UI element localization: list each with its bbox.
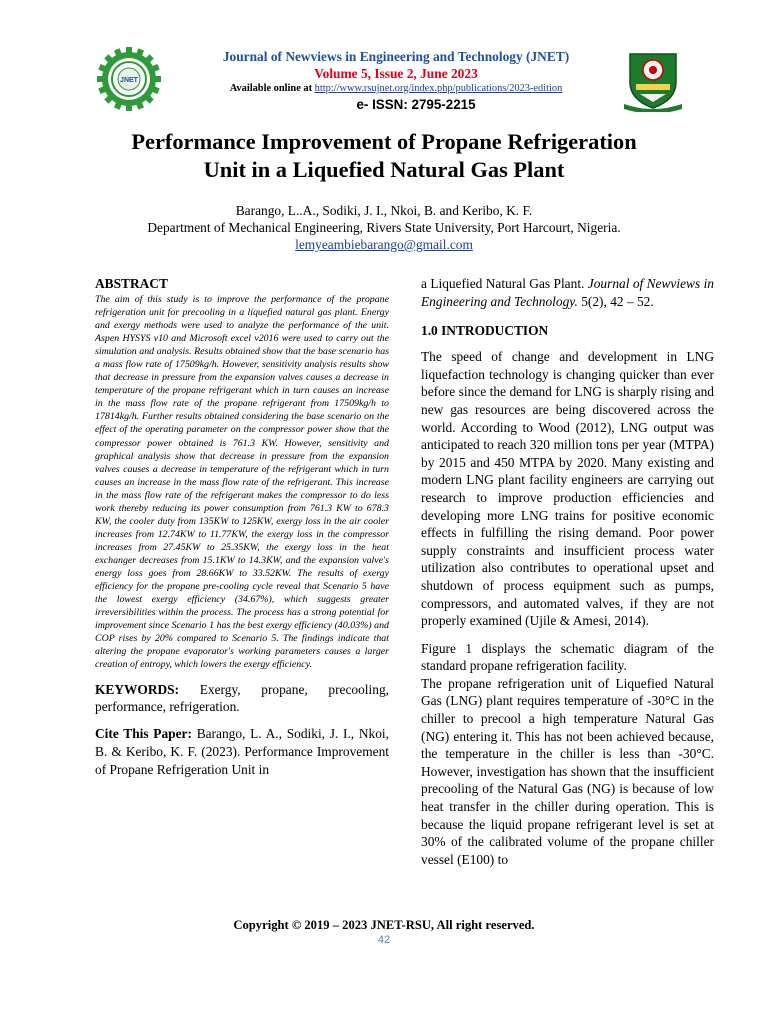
- keywords: KEYWORDS: Exergy, propane, precooling, performance, refrigeration.: [95, 682, 389, 715]
- cite-continuation: a Liquefied Natural Gas Plant. Journal of Newviews in Engineering and Technology. 5(2), 42 – 52.: [421, 276, 714, 309]
- jnet-gear-logo-icon: [96, 46, 162, 112]
- issn: e- ISSN: 2795-2215: [356, 97, 476, 112]
- paper-title: Performance Improvement of Propane Refrigeration Unit in a Liquefied Natural Gas Plant: [131, 129, 637, 182]
- email-link[interactable]: lemyeambiebarango@gmail.com: [295, 237, 473, 252]
- left-column: [95, 275, 389, 778]
- intro-paragraph-3: The propane refrigeration unit of Liquefied Natural Gas (LNG) plant requires temperature of -30°C in the chiller to precool a high temperature Natural Gas (NG) entering it. This has not been achieved because, the temperature in the chiller is less than -30°C. However, investigation has shown that the insufficient precooling of the Natural Gas (NG) is because of low heat transfer in the chiller during operation. This is because the liquid propane refrigerant level is set at 30% of the calibrated volume of the propane chiller vessel (E100) to: [421, 675, 714, 867]
- page-number: 42: [377, 934, 391, 946]
- right-column: [421, 275, 714, 868]
- author-block: [80, 202, 688, 253]
- journal-title: Journal of Newviews in Engineering and Technology (JNET): [222, 49, 570, 64]
- available-online: Available online at http://www.rsujnet.org/index.php/publications/2023-edition: [229, 83, 563, 94]
- svg-text:JNET: JNET: [120, 77, 138, 84]
- abstract-heading: ABSTRACT: [95, 276, 168, 291]
- introduction-heading: 1.0 INTRODUCTION: [421, 323, 549, 339]
- cite-this-paper: Cite This Paper: Barango, L. A., Sodiki, J. I., Nkoi, B. & Keribo, K. F. (2023). Performance Improvement of Propane Refrigeration Unit in: [95, 726, 389, 777]
- university-crest-icon: [622, 48, 684, 112]
- journal-url-link[interactable]: http://www.rsujnet.org/index.php/publications/2023-edition: [314, 83, 563, 94]
- journal-volume: Volume 5, Issue 2, June 2023: [314, 66, 478, 81]
- affiliation: Department of Mechanical Engineering, Rivers State University, Port Harcourt, Nigeria.: [147, 220, 621, 235]
- abstract-body: The aim of this study is to improve the performance of the propane refrigeration unit for precooling in a liquefied natural gas plant. Energy and exergy methods were used to analyze the performance of the unit. Aspen HYSYS v10 and Microsoft excel v2016 were used to carry out the simulation and analysis. Results obtained show that the base scenario has a mass flow rate of 17509kg/h. However, sensitivity analysis results show that decrease in pressure from the expansion valves causes a decrease in temperature of the propane refrigerant which in turn causes an increase in the mass flow rate of the propane refrigerant from 17509kg/h to 17814kg/h. Further results obtained considering the base scenario on the effect of the operating parameter on the compressor power show that the compressor power obtained is 761.3 KW. However, sensitivity and graphical analysis show that decrease in pressure from the expansion valves causes a decrease in temperature of the refrigerant which in turn causes an increase in the mass flow rate of the refrigerant. This increase in the mass flow rate of the refrigerant makes the compressor to do less work thereby reducing its power consumption from 761.3 KW to 678.3 KW, the cooler duty from 135KW to 125KW, exergy loss in the air cooler increases from 12.74KW to 11.77KW, the exergy loss in the compressor increases from 27.45KW to 25.35KW, the exergy loss in the heat exchanger decreases from 15.1KW to 14.3KW, and the expansion valve's energy loss goes from 28.66KW to 33.52KW. The results of exergy efficiency for the propane pre-cooling cycle reveal that Scenario 5 have the lowest exergy efficiency (34.67%), which suggests greater irreversibilities within the process. The process has a strong potential for improvement since Scenario 1 has the best exergy efficiency (40.03%) and COP rises by 20% compared to Scenario 5. The findings indicate that altering the propane evaporator's working parameters causes a larger creation of entropy, which lowers the exergy efficiency.: [95, 294, 389, 671]
- copyright-footer: Copyright © 2019 – 2023 JNET-RSU, All right reserved.: [233, 918, 535, 932]
- authors: Barango, L..A., Sodiki, J. I., Nkoi, B. and Keribo, K. F.: [235, 203, 533, 218]
- intro-paragraph-1: The speed of change and development in LNG liquefaction technology is changing quicker than ever before since the demand for LNG is sharply rising and new gas resources are being discovered across the world. According to Wood (2012), LNG output was anticipated to reach 320 million tons per year (MTPA) by 2015 and 450 MTPA by 2020. Many existing and modern LNG plant facility engineers are carrying out research to improve production efficiencies and developing more LNG trains for positive economic effects in fulfilling the rising demand. Poor power supply constraints and insufficient process water utilization also contributes to operational upset and shutdown of process equipment such as pumps, compressors, and automated valves, if they are not properly examined (Ujile & Amesi, 2014).: [421, 349, 714, 629]
- intro-paragraph-2: Figure 1 displays the schematic diagram of the standard propane refrigeration facility.: [421, 640, 714, 674]
- journal-header: [0, 0, 768, 120]
